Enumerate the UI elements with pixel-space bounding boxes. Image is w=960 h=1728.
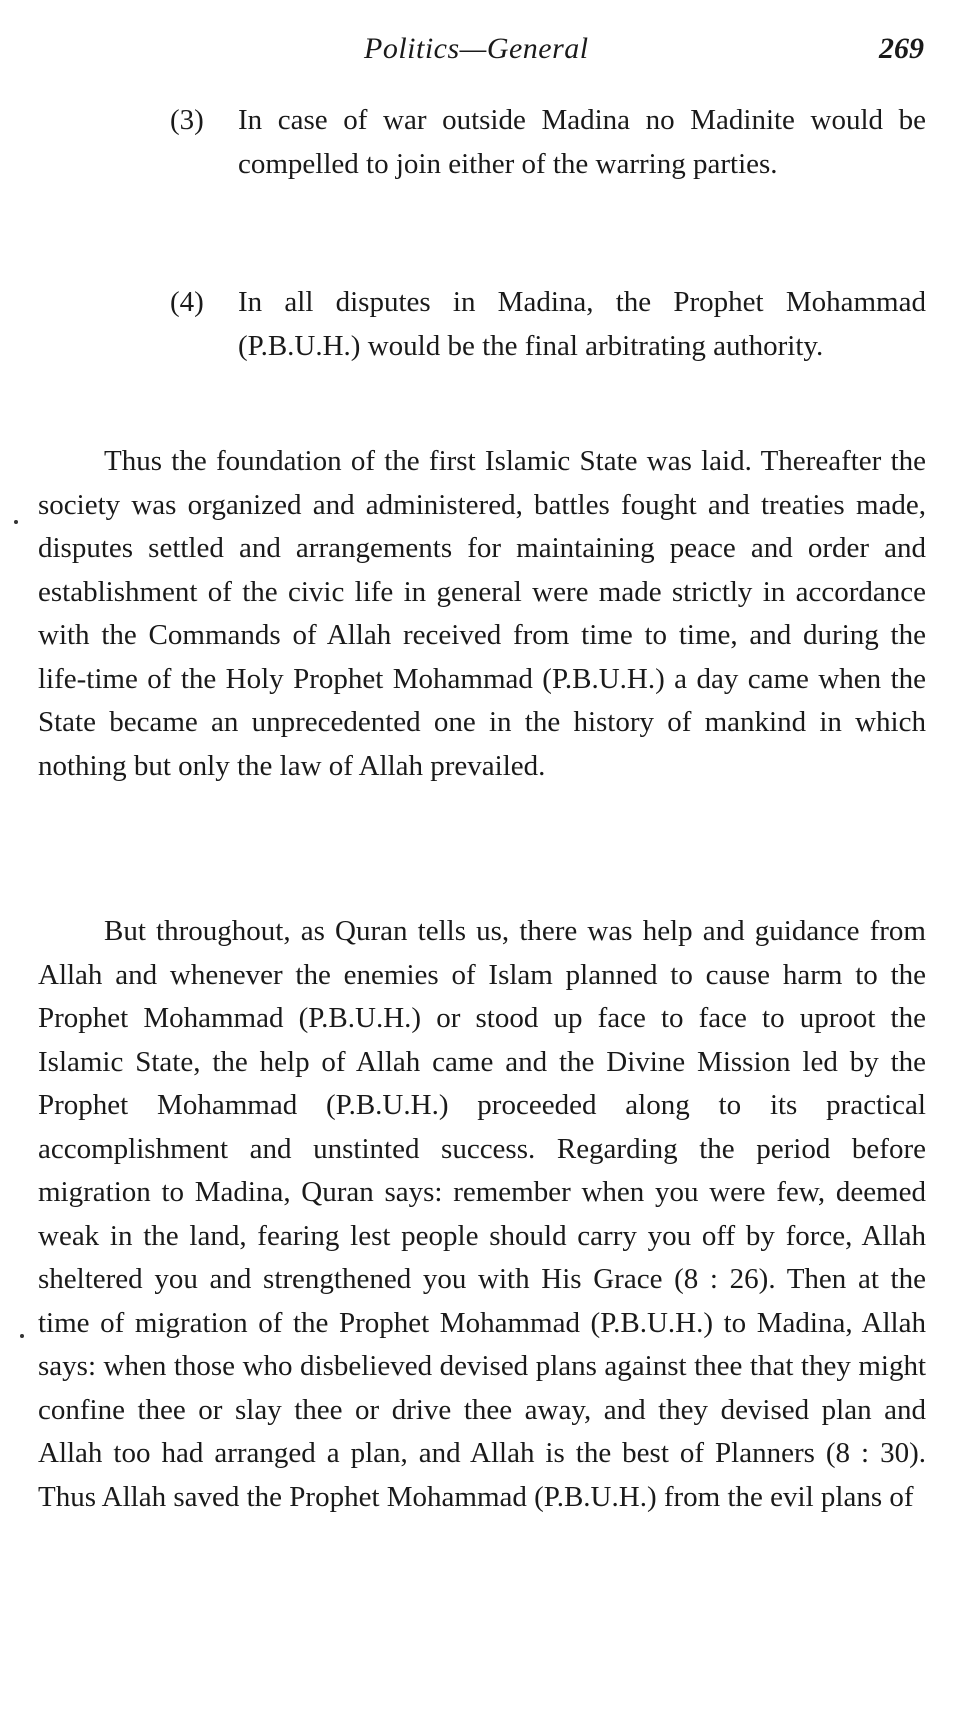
body-paragraph: Thus the foundation of the first Islamic State was laid. Thereafter the society was organized and administered, battles fought and treaties made, disputes settled and arrangements for maintaining peace and order and establishment of the civic life in general were made strictly in accordance with the Commands of Allah received from time to time, and during the life-time of the Holy Prophet Mohammad (P.B.U.H.) a day came when the State became an unprecedented one in the history of mankind in which nothing but only the law of Allah prevailed.: [38, 445, 926, 782]
list-item-number: (4): [170, 286, 204, 318]
numbered-list-item: [170, 98, 926, 186]
body-paragraph: But throughout, as Quran tells us, there was help and guidance from Allah and whenever the enemies of Islam planned to cause harm to the Prophet Mohammad (P.B.U.H.) or stood up face to face to uproot the Islamic State, the help of Allah came and the Divine Mission led by the Prophet Mohammad (P.B.U.H.) proceeded along to its practical accomplishment and unstinted success. Regarding the period before migration to Madina, Quran says: remember when you were few, deemed weak in the land, fearing lest people should carry you off by force, Allah sheltered you and strengthened you with His Grace (8 : 26). Then at the time of migration of the Prophet Mohammad (P.B.U.H.) to Madina, Allah says: when those who disbelieved devised plans against thee that they might confine thee or slay thee or drive thee away, and they devised plan and Allah too had arranged a plan, and Allah is the best of Planners (8 : 30). Thus Allah saved the Prophet Mohammad (P.B.U.H.) from the evil plans of: [38, 915, 926, 1513]
scan-speck: [20, 1334, 24, 1338]
list-item-text: In case of war outside Madina no Madinite would be compelled to join either of the warring parties.: [238, 104, 926, 180]
running-header: [0, 32, 960, 72]
numbered-list-item: [170, 280, 926, 368]
list-item-text: In all disputes in Madina, the Prophet Mohammad (P.B.U.H.) would be the final arbitrating authority.: [238, 286, 926, 362]
list-item-number: (3): [170, 104, 204, 136]
running-title: Politics—General: [364, 32, 589, 65]
scan-speck: [14, 520, 18, 524]
page-number: 269: [879, 32, 924, 65]
